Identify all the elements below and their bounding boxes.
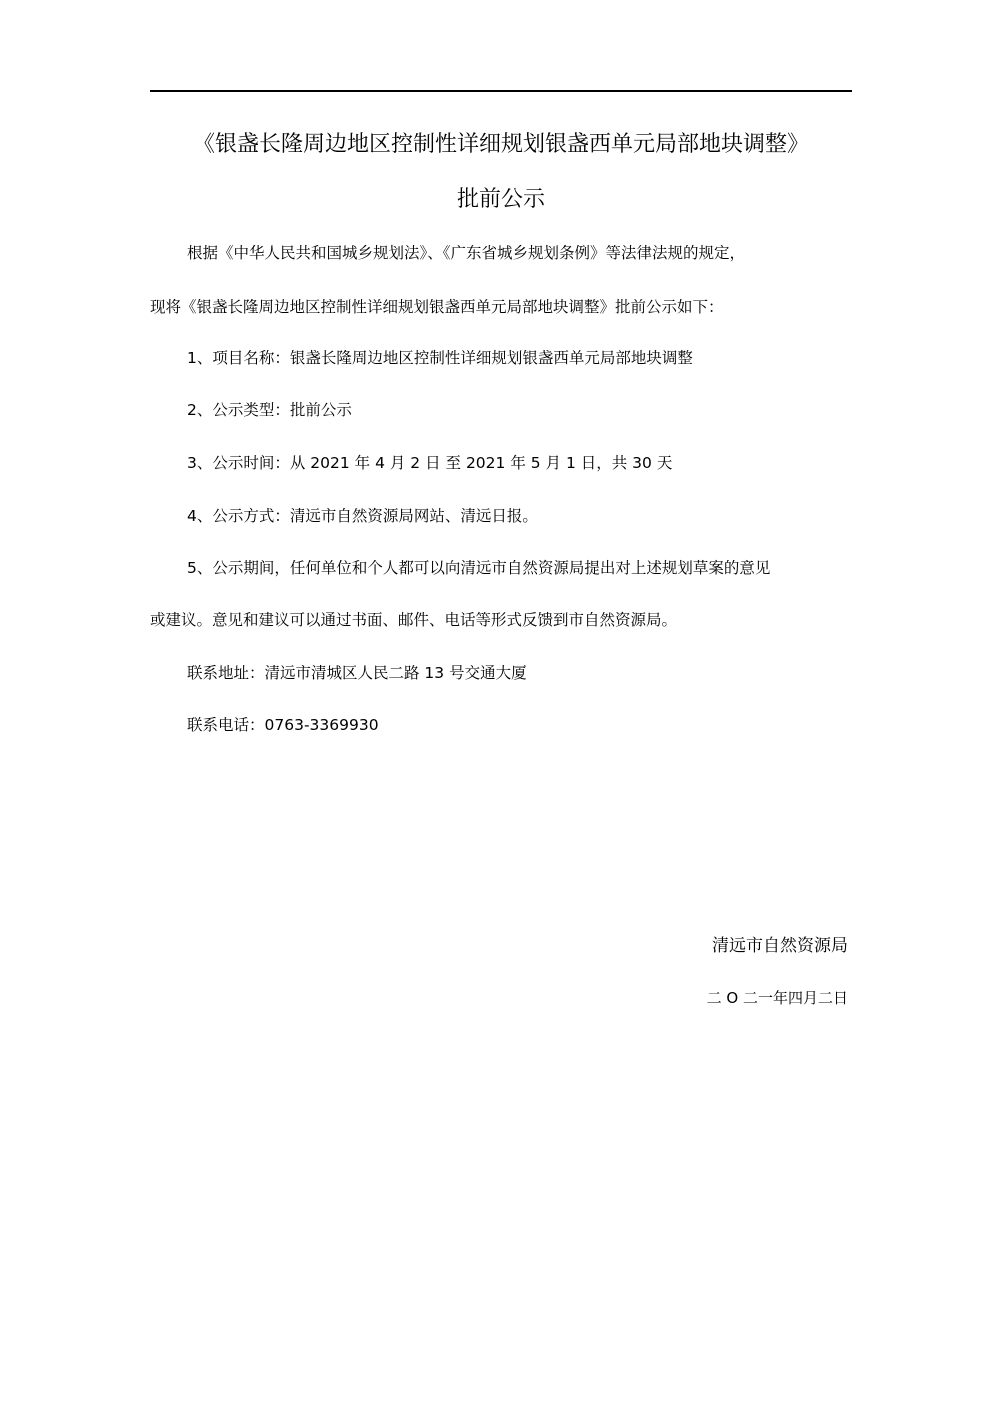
intro-paragraph-line-2: 现将《银盏长隆周边地区控制性详细规划银盏西单元局部地块调整》批前公示如下： xyxy=(150,298,724,316)
item-notice-type: 2、公示类型：批前公示 xyxy=(187,401,352,419)
item-feedback: 5、公示期间，任何单位和个人都可以向清远市自然资源局提出对上述规划草案的意见 xyxy=(187,559,771,577)
item-feedback-continuation: 或建议。意见和建议可以通过书面、邮件、电话等形式反馈到市自然资源局。 xyxy=(150,611,678,629)
item-notice-method: 4、公示方式：清远市自然资源局网站、清远日报。 xyxy=(187,507,538,525)
document-subtitle: 批前公示 xyxy=(456,187,545,212)
contact-address: 联系地址：清远市清城区人民二路 13 号交通大厦 xyxy=(187,664,527,682)
header-rule xyxy=(150,90,852,92)
contact-phone: 联系电话：0763-3369930 xyxy=(187,716,379,734)
item-notice-period: 3、公示时间：从 2021 年 4 月 2 日 至 2021 年 5 月 1 日，共 30 天 xyxy=(187,454,673,472)
item-project-name: 1、项目名称：银盏长隆周边地区控制性详细规划银盏西单元局部地块调整 xyxy=(187,349,693,367)
document-title: 《银盏长隆周边地区控制性详细规划银盏西单元局部地块调整》 xyxy=(192,132,809,157)
signature-organization: 清远市自然资源局 xyxy=(712,936,848,956)
signature-date: 二 O 二一年四月二日 xyxy=(706,989,848,1007)
intro-paragraph-line-1: 根据《中华人民共和国城乡规划法》、《广东省城乡规划条例》等法律法规的规定， xyxy=(187,244,746,262)
